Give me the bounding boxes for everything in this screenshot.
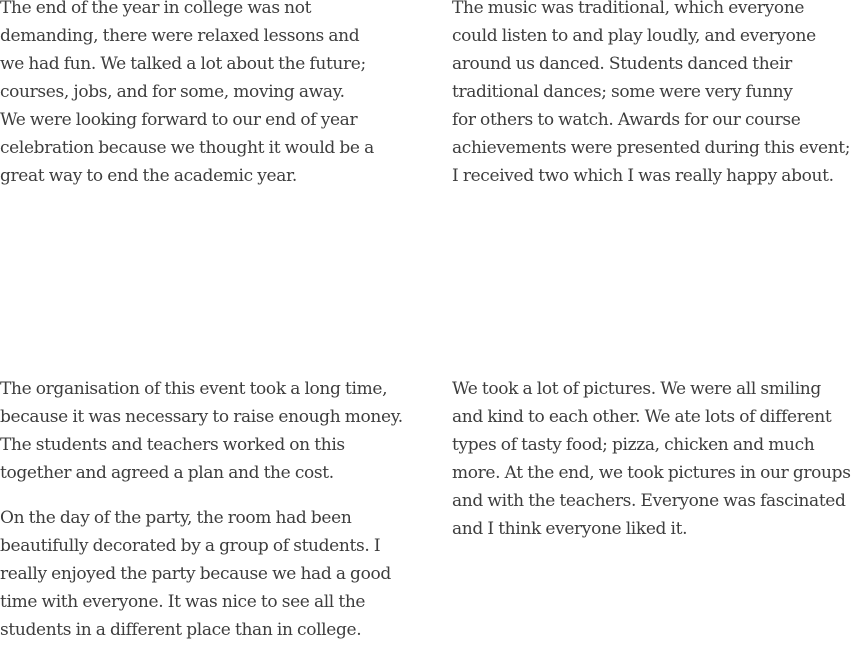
text-line: achievements were presented during this event;	[452, 138, 851, 158]
paragraph-pictures-food	[452, 375, 866, 543]
text-line: types of tasty food; pizza, chicken and much	[452, 435, 815, 455]
paragraph-music-awards	[452, 0, 866, 190]
text-block-top-right	[452, 0, 866, 190]
text-block-bottom-left	[0, 375, 420, 644]
text-line: and I think everyone liked it.	[452, 519, 688, 539]
text-line: traditional dances; some were very funny	[452, 82, 793, 102]
text-line: could listen to and play loudly, and everyone	[452, 26, 816, 46]
text-line: demanding, there were relaxed lessons and	[0, 26, 360, 46]
text-line: The organisation of this event took a long time,	[0, 379, 388, 399]
text-line: students in a different place than in college.	[0, 620, 362, 640]
text-line: great way to end the academic year.	[0, 166, 297, 186]
text-line: and kind to each other. We ate lots of different	[452, 407, 832, 427]
text-line: for others to watch. Awards for our course	[452, 110, 801, 130]
text-line: really enjoyed the party because we had a good	[0, 564, 391, 584]
text-line: celebration because we thought it would be a	[0, 138, 374, 158]
text-line: The end of the year in college was not	[0, 0, 312, 18]
paragraph-spacer	[0, 487, 420, 504]
text-line: The music was traditional, which everyone	[452, 0, 805, 18]
text-line: and with the teachers. Everyone was fascinated	[452, 491, 846, 511]
text-line: The students and teachers worked on this	[0, 435, 345, 455]
text-line: beautifully decorated by a group of students. I	[0, 536, 381, 556]
text-line: I received two which I was really happy about.	[452, 166, 834, 186]
text-line: time with everyone. It was nice to see all the	[0, 592, 366, 612]
text-line: together and agreed a plan and the cost.	[0, 463, 334, 483]
text-line: around us danced. Students danced their	[452, 54, 792, 74]
text-block-bottom-right	[452, 375, 866, 543]
text-line: On the day of the party, the room had been	[0, 508, 352, 528]
text-line: more. At the end, we took pictures in our groups	[452, 463, 851, 483]
text-line: courses, jobs, and for some, moving away.	[0, 82, 345, 102]
text-block-top-left	[0, 0, 420, 190]
text-line: We were looking forward to our end of year	[0, 110, 358, 130]
text-line: because it was necessary to raise enough money.	[0, 407, 403, 427]
paragraph-organisation	[0, 375, 420, 487]
text-line: We took a lot of pictures. We were all smiling	[452, 379, 821, 399]
text-line: we had fun. We talked a lot about the future;	[0, 54, 366, 74]
paragraph-party-day	[0, 504, 420, 644]
paragraph-end-of-year	[0, 0, 420, 190]
